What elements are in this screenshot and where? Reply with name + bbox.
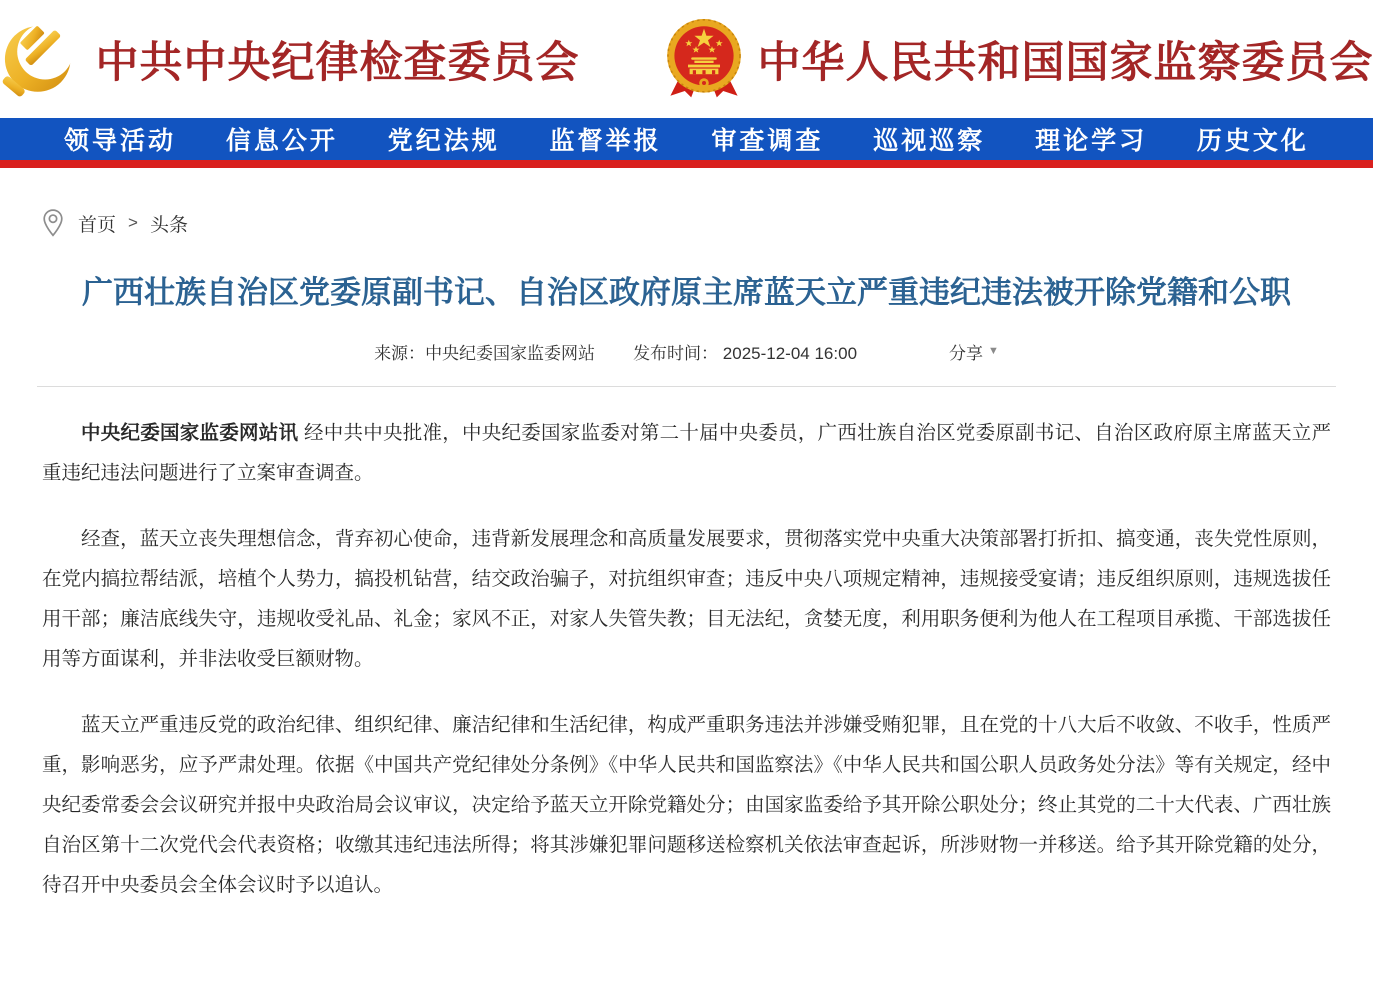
time-label: 发布时间：	[633, 343, 719, 363]
paragraph-text: 经中共中央批准，中央纪委国家监委对第二十届中央委员，广西壮族自治区党委原副书记、自治区政府原主席蓝天立严重违纪违法问题进行了立案审查调查。	[42, 421, 1331, 484]
location-pin-icon	[40, 208, 66, 238]
nsc-logo-text: 中华人民共和国国家监察委员会	[757, 39, 1373, 87]
article-paragraph-3	[42, 705, 1331, 905]
article-paragraph-2	[42, 519, 1331, 679]
article-source	[374, 339, 595, 364]
paragraph-text: 蓝天立严重违反党的政治纪律、组织纪律、廉洁纪律和生活纪律，构成严重职务违法并涉嫌受贿犯罪，且在党的十八大后不收敛、不收手，性质严重，影响恶劣，应予严肃处理。依据《中国共产党纪律处分条例》《中华人民共和国监察法》《中华人民共和国公职人员政务处分法》等有关规定，经中央纪委常委会会议研究并报中央政治局会议审议，决定给予蓝天立开除党籍处分；由国家监委给予其开除公职处分；终止其党的二十大代表、广西壮族自治区第十二次党代会代表资格；收缴其违纪违法所得；将其涉嫌犯罪问题移送检察机关依法审查起诉，所涉财物一并移送。给予其开除党籍的处分，待召开中央委员会全体会议时予以追认。	[42, 713, 1331, 896]
paragraph-lead: 中央纪委国家监委网站讯	[81, 421, 299, 444]
main-nav	[0, 118, 1373, 168]
breadcrumb	[40, 208, 1373, 238]
nav-item-info-public[interactable]: 信息公开	[225, 128, 338, 155]
breadcrumb-home[interactable]: 首页	[78, 214, 117, 236]
article	[42, 274, 1331, 905]
article-meta	[42, 339, 1331, 364]
article-paragraph-1	[42, 413, 1331, 493]
national-emblem-icon	[664, 17, 744, 101]
ccdi-logo-text: 中共中央纪律检查委员会	[95, 39, 580, 87]
nav-item-theory[interactable]: 理论学习	[1035, 128, 1148, 155]
paragraph-text: 经查，蓝天立丧失理想信念，背弃初心使命，违背新发展理念和高质量发展要求，贯彻落实党中央重大决策部署打折扣、搞变通，丧失党性原则，在党内搞拉帮结派，培植个人势力，搞投机钻营，结交政治骗子，对抗组织审查；违反中央八项规定精神，违规接受宴请；违反组织原则，违规选拔任用干部；廉洁底线失守，违规收受礼品、礼金；家风不正，对家人失管失教；目无法纪，贪婪无度，利用职务便利为他人在工程项目承揽、干部选拔任用等方面谋利，并非法收受巨额财物。	[42, 527, 1331, 670]
nav-item-inspection[interactable]: 巡视巡察	[873, 128, 986, 155]
nav-item-history[interactable]: 历史文化	[1196, 128, 1309, 155]
nav-item-regulations[interactable]: 党纪法规	[387, 128, 500, 155]
article-title: 广西壮族自治区党委原副书记、自治区政府原主席蓝天立严重违纪违法被开除党籍和公职	[82, 275, 1291, 310]
divider	[37, 386, 1336, 387]
source-label: 来源：	[374, 343, 426, 363]
party-emblem-icon	[0, 16, 82, 102]
nav-item-leadership[interactable]: 领导活动	[64, 128, 177, 155]
breadcrumb-current[interactable]: 头条	[149, 214, 188, 236]
share-button[interactable]	[949, 339, 999, 364]
source-value: 中央纪委国家监委网站	[425, 343, 596, 363]
breadcrumb-separator: >	[128, 213, 138, 232]
time-value: 2025-12-04 16:00	[722, 343, 858, 363]
article-publish-time	[633, 339, 857, 364]
share-label: 分享	[949, 343, 984, 363]
nsc-logo-link[interactable]	[664, 17, 1373, 101]
nav-item-report[interactable]: 监督举报	[549, 128, 662, 155]
nav-item-investigation[interactable]: 审查调查	[711, 128, 824, 155]
ccdi-logo-link[interactable]	[0, 16, 580, 102]
caret-down-icon: ▼	[988, 344, 999, 357]
site-header	[0, 0, 1373, 118]
